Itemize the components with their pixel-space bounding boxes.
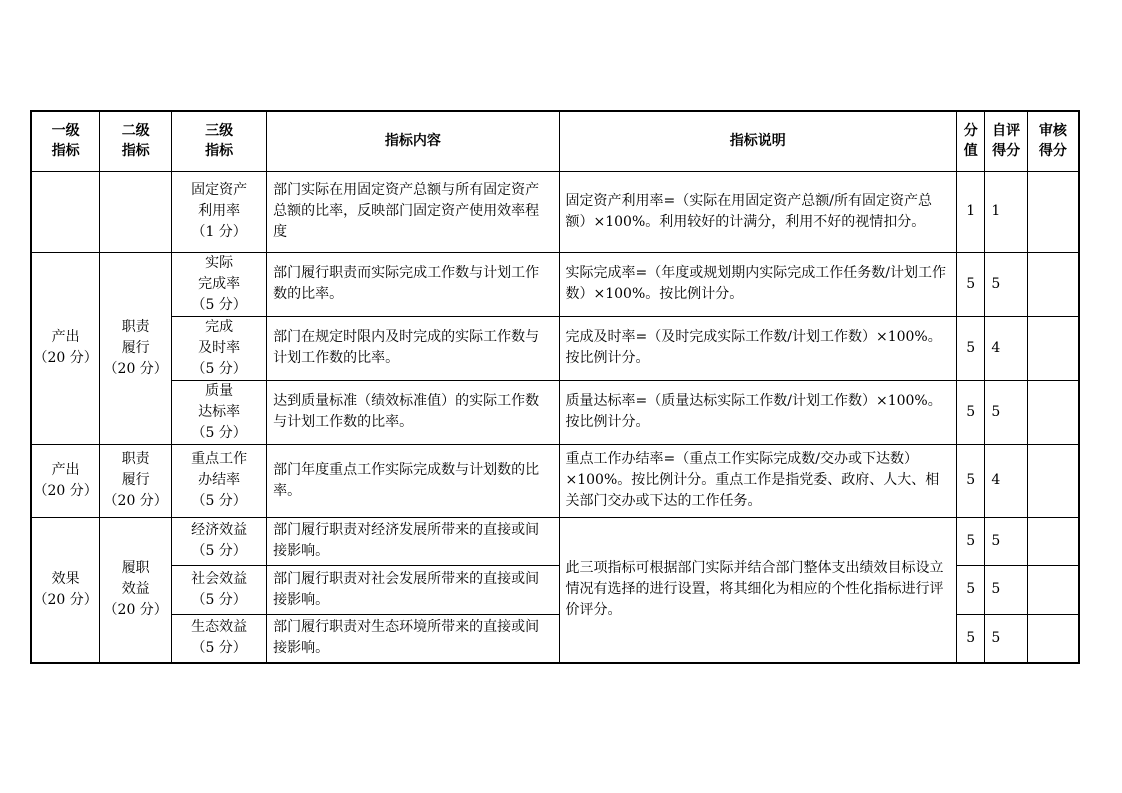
header-content: 指标内容 bbox=[267, 111, 559, 171]
level3-cell: 完成 及时率 （5 分） bbox=[172, 316, 267, 380]
header-level2: 二级 指标 bbox=[100, 111, 172, 171]
level1-cell: 产出 （20 分） bbox=[31, 252, 100, 444]
score-cell: 5 bbox=[957, 614, 985, 663]
self-score-cell: 5 bbox=[985, 614, 1027, 663]
level3-cell: 固定资产 利用率 （1 分） bbox=[172, 171, 267, 252]
content-cell: 部门履行职责而实际完成工作数与计划工作数的比率。 bbox=[267, 252, 559, 316]
content-cell: 达到质量标准（绩效标准值）的实际工作数与计划工作数的比率。 bbox=[267, 380, 559, 444]
header-level1: 一级 指标 bbox=[31, 111, 100, 171]
table-row bbox=[31, 171, 1079, 252]
header-self-score: 自评 得分 bbox=[985, 111, 1027, 171]
audit-score-cell bbox=[1027, 444, 1079, 517]
audit-score-cell bbox=[1027, 171, 1079, 252]
level3-cell: 实际 完成率 （5 分） bbox=[172, 252, 267, 316]
table-row bbox=[31, 252, 1079, 316]
content-cell: 部门在规定时限内及时完成的实际工作数与计划工作数的比率。 bbox=[267, 316, 559, 380]
self-score-cell: 5 bbox=[985, 565, 1027, 614]
header-level3: 三级 指标 bbox=[172, 111, 267, 171]
description-cell: 固定资产利用率=（实际在用固定资产总额/所有固定资产总额）×100%。利用较好的计满分，利用不好的视情扣分。 bbox=[559, 171, 957, 252]
level1-cell bbox=[31, 171, 100, 252]
self-score-cell: 1 bbox=[985, 171, 1027, 252]
level1-cell: 产出 （20 分） bbox=[31, 444, 100, 517]
level2-cell: 职责 履行 （20 分） bbox=[100, 252, 172, 444]
table-row bbox=[31, 517, 1079, 565]
content-cell: 部门履行职责对生态环境所带来的直接或间接影响。 bbox=[267, 614, 559, 663]
level2-cell: 履职 效益 （20 分） bbox=[100, 517, 172, 663]
audit-score-cell bbox=[1027, 517, 1079, 565]
audit-score-cell bbox=[1027, 614, 1079, 663]
audit-score-cell bbox=[1027, 565, 1079, 614]
score-cell: 5 bbox=[957, 517, 985, 565]
description-cell: 质量达标率=（质量达标实际工作数/计划工作数）×100%。按比例计分。 bbox=[559, 380, 957, 444]
description-cell: 此三项指标可根据部门实际并结合部门整体支出绩效目标设立情况有选择的进行设置，将其细化为相应的个性化指标进行评价评分。 bbox=[559, 517, 957, 663]
level2-cell: 职责 履行 （20 分） bbox=[100, 444, 172, 517]
level1-cell: 效果 （20 分） bbox=[31, 517, 100, 663]
level3-cell: 重点工作 办结率 （5 分） bbox=[172, 444, 267, 517]
content-cell: 部门年度重点工作实际完成数与计划数的比率。 bbox=[267, 444, 559, 517]
description-cell: 重点工作办结率=（重点工作实际完成数/交办或下达数）×100%。按比例计分。重点工作是指党委、政府、人大、相关部门交办或下达的工作任务。 bbox=[559, 444, 957, 517]
score-cell: 1 bbox=[957, 171, 985, 252]
header-score: 分 值 bbox=[957, 111, 985, 171]
self-score-cell: 5 bbox=[985, 517, 1027, 565]
header-description: 指标说明 bbox=[559, 111, 957, 171]
self-score-cell: 4 bbox=[985, 316, 1027, 380]
level3-cell: 经济效益 （5 分） bbox=[172, 517, 267, 565]
audit-score-cell bbox=[1027, 380, 1079, 444]
content-cell: 部门履行职责对经济发展所带来的直接或间接影响。 bbox=[267, 517, 559, 565]
table-row bbox=[31, 444, 1079, 517]
table-row bbox=[31, 316, 1079, 380]
audit-score-cell bbox=[1027, 316, 1079, 380]
content-cell: 部门履行职责对社会发展所带来的直接或间接影响。 bbox=[267, 565, 559, 614]
description-cell: 完成及时率=（及时完成实际工作数/计划工作数）×100%。按比例计分。 bbox=[559, 316, 957, 380]
score-cell: 5 bbox=[957, 316, 985, 380]
level2-cell bbox=[100, 171, 172, 252]
indicator-table bbox=[30, 110, 1080, 664]
score-cell: 5 bbox=[957, 444, 985, 517]
table-row bbox=[31, 380, 1079, 444]
level3-cell: 质量 达标率 （5 分） bbox=[172, 380, 267, 444]
level3-cell: 生态效益 （5 分） bbox=[172, 614, 267, 663]
description-cell: 实际完成率=（年度或规划期内实际完成工作任务数/计划工作数）×100%。按比例计分。 bbox=[559, 252, 957, 316]
content-cell: 部门实际在用固定资产总额与所有固定资产总额的比率，反映部门固定资产使用效率程度 bbox=[267, 171, 559, 252]
score-cell: 5 bbox=[957, 252, 985, 316]
score-cell: 5 bbox=[957, 565, 985, 614]
header-row bbox=[31, 111, 1079, 171]
header-audit-score: 审核 得分 bbox=[1027, 111, 1079, 171]
score-cell: 5 bbox=[957, 380, 985, 444]
self-score-cell: 5 bbox=[985, 380, 1027, 444]
self-score-cell: 5 bbox=[985, 252, 1027, 316]
self-score-cell: 4 bbox=[985, 444, 1027, 517]
audit-score-cell bbox=[1027, 252, 1079, 316]
level3-cell: 社会效益 （5 分） bbox=[172, 565, 267, 614]
